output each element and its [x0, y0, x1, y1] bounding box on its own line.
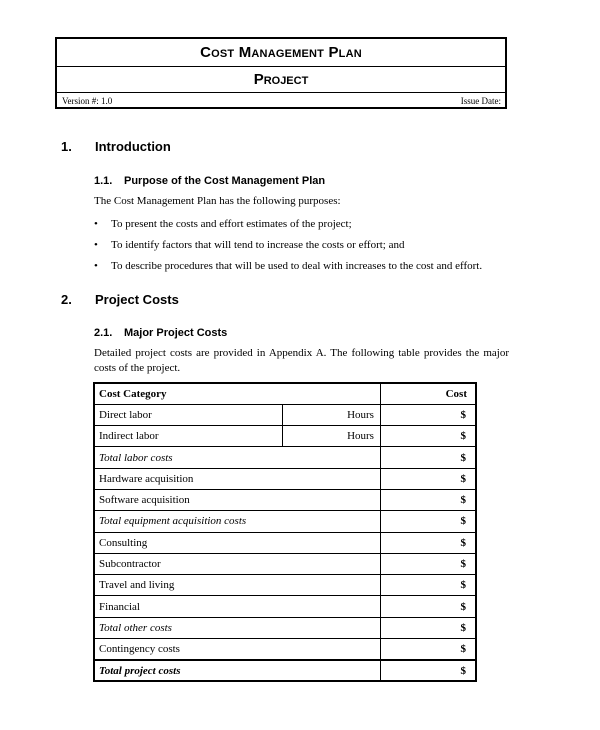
section-number: 1.: [61, 139, 72, 154]
cost-value-cell: $: [380, 426, 476, 447]
table-row: [94, 404, 476, 425]
table-row: [94, 617, 476, 638]
major-costs-intro-text: Detailed project costs are provided in Appendix A. The following table provides the major costs of the project.: [94, 347, 509, 374]
table-row: [94, 639, 476, 660]
bullet-icon: •: [94, 239, 98, 251]
table-row: [94, 660, 476, 681]
cost-category-cell: Indirect labor: [94, 426, 283, 447]
cost-value-cell: $: [380, 553, 476, 574]
bullet-text: To present the costs and effort estimates of the project;: [111, 218, 352, 230]
cost-value-cell: $: [380, 468, 476, 489]
section-title: Introduction: [95, 139, 171, 154]
section-heading-introduction: [61, 139, 361, 155]
cost-value-cell: $: [380, 447, 476, 468]
table-row: [94, 596, 476, 617]
column-header-category: Cost Category: [94, 383, 380, 404]
table-row: [94, 426, 476, 447]
unit-cell: Hours: [283, 426, 381, 447]
cost-value-cell: $: [380, 532, 476, 553]
list-item: [94, 257, 514, 278]
list-item: [94, 215, 514, 236]
cost-value-cell: $: [380, 617, 476, 638]
version-label: Version #: 1.0: [62, 96, 113, 106]
cost-value-cell: $: [380, 489, 476, 510]
cost-value-cell: $: [380, 404, 476, 425]
cost-table: [93, 382, 477, 682]
document-header: [55, 37, 507, 109]
purpose-intro-text: The Cost Management Plan has the following purposes:: [94, 195, 341, 207]
subsection-heading-major-costs: [94, 327, 414, 341]
table-row: [94, 468, 476, 489]
bullet-text: To describe procedures that will be used to deal with increases to the cost and effort.: [111, 260, 483, 272]
cost-category-cell: Consulting: [94, 532, 380, 553]
cost-value-cell: $: [380, 639, 476, 660]
section-heading-project-costs: [61, 292, 361, 308]
cost-category-cell: Travel and living: [94, 575, 380, 596]
cost-category-cell: Total equipment acquisition costs: [94, 511, 380, 532]
cost-category-cell: Contingency costs: [94, 639, 380, 660]
purpose-bullet-list: [94, 215, 514, 278]
subsection-number: 1.1.: [94, 175, 113, 187]
subsection-heading-purpose: [94, 175, 414, 189]
cost-value-cell: $: [380, 596, 476, 617]
table-header-row: [94, 383, 476, 404]
bullet-text: To identify factors that will tend to increase the costs or effort; and: [111, 239, 405, 251]
document-title: Cost Management Plan: [57, 39, 505, 67]
table-row: [94, 532, 476, 553]
cost-category-cell: Total other costs: [94, 617, 380, 638]
subsection-number: 2.1.: [94, 327, 113, 339]
cost-category-cell: Direct labor: [94, 404, 283, 425]
cost-value-cell: $: [380, 511, 476, 532]
table-row: [94, 511, 476, 532]
cost-category-cell: Software acquisition: [94, 489, 380, 510]
unit-cell: Hours: [283, 404, 381, 425]
subsection-title: Purpose of the Cost Management Plan: [124, 175, 326, 187]
cost-category-cell: Financial: [94, 596, 380, 617]
subsection-title: Major Project Costs: [124, 327, 228, 339]
section-title: Project Costs: [95, 292, 179, 307]
document-subtitle: Project: [57, 67, 505, 93]
cost-category-cell: Total labor costs: [94, 447, 380, 468]
cost-value-cell: $: [380, 575, 476, 596]
bullet-icon: •: [94, 218, 98, 230]
section-number: 2.: [61, 292, 72, 307]
bullet-icon: •: [94, 260, 98, 272]
cost-category-cell: Total project costs: [94, 660, 380, 681]
header-meta-row: [57, 93, 505, 109]
table-row: [94, 447, 476, 468]
table-row: [94, 553, 476, 574]
issue-date-label: Issue Date:: [460, 96, 501, 106]
cost-category-cell: Hardware acquisition: [94, 468, 380, 489]
table-row: [94, 575, 476, 596]
table-row: [94, 489, 476, 510]
cost-category-cell: Subcontractor: [94, 553, 380, 574]
cost-table-body: [94, 404, 476, 681]
cost-value-cell: $: [380, 660, 476, 681]
list-item: [94, 236, 514, 257]
column-header-cost: Cost: [380, 383, 476, 404]
